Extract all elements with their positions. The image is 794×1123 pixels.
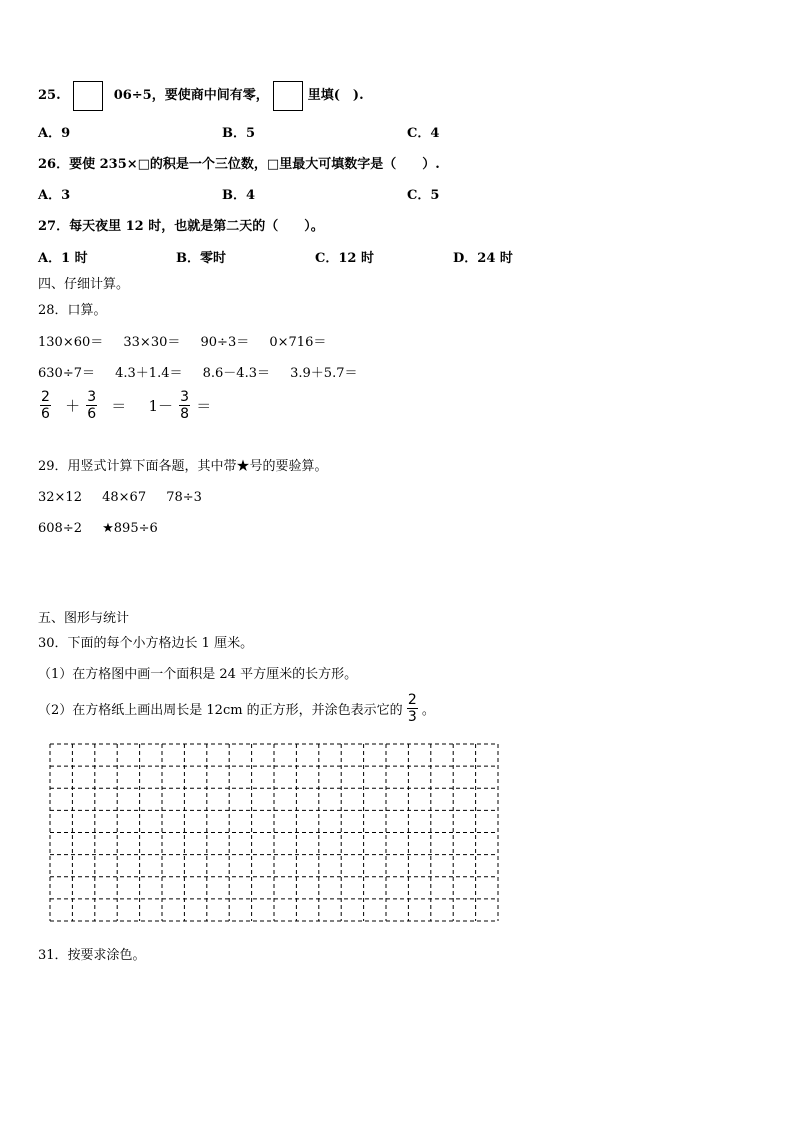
question-text-end: 里填( ). bbox=[307, 88, 364, 103]
calc-row bbox=[38, 521, 174, 537]
option-a[interactable]: A．1 时 bbox=[38, 251, 88, 266]
answer-box[interactable] bbox=[273, 81, 303, 111]
calc-row bbox=[38, 490, 218, 506]
calc-item: 130×60＝ bbox=[38, 335, 104, 350]
question-text: 06÷5，要使商中间有零， bbox=[113, 88, 269, 103]
question-31: 31．按要求涂色。 bbox=[38, 948, 146, 963]
option-a[interactable]: A．9 bbox=[38, 126, 71, 141]
question-30: 30．下面的每个小方格边长 1 厘米。 bbox=[38, 636, 254, 651]
question-30-part-2 bbox=[38, 692, 435, 725]
question-number: 25. bbox=[38, 88, 61, 103]
question-25 bbox=[38, 80, 364, 112]
fraction: $\frac{3}{8}$ bbox=[180, 389, 190, 422]
question-28: 28．口算。 bbox=[38, 303, 107, 318]
option-c[interactable]: C．4 bbox=[407, 126, 440, 141]
calc-item: 4.3＋1.4＝ bbox=[115, 366, 183, 381]
answer-box[interactable] bbox=[73, 81, 103, 111]
calc-item: 630÷7＝ bbox=[38, 366, 95, 381]
calc-item: 78÷3 bbox=[166, 490, 202, 505]
option-c[interactable]: C．12 时 bbox=[315, 251, 374, 266]
option-b[interactable]: B．零时 bbox=[176, 251, 226, 266]
part-2-end: 。 bbox=[421, 703, 435, 718]
calc-item: 33×30＝ bbox=[123, 335, 181, 350]
calc-item: 608÷2 bbox=[38, 521, 82, 536]
calc-item: 48×67 bbox=[102, 490, 147, 505]
part-2-text: （2）在方格纸上画出周长是 12cm 的正方形，并涂色表示它的 bbox=[38, 703, 403, 718]
calc-item: 0×716＝ bbox=[269, 335, 327, 350]
option-c[interactable]: C．5 bbox=[407, 188, 440, 203]
option-a[interactable]: A．3 bbox=[38, 188, 71, 203]
option-b[interactable]: B．5 bbox=[222, 126, 256, 141]
equals-sign: ＝ bbox=[111, 397, 127, 415]
one-minus: 1－ bbox=[148, 397, 173, 415]
equals-sign: ＝ bbox=[196, 397, 212, 415]
question-29: 29．用竖式计算下面各题，其中带★号的要验算。 bbox=[38, 459, 328, 474]
fraction: $\frac{2}{3}$ bbox=[407, 692, 417, 725]
fraction: $\frac{2}{6}$ bbox=[41, 389, 50, 422]
calc-item: 90÷3＝ bbox=[200, 335, 250, 350]
fraction: $\frac{3}{6}$ bbox=[87, 389, 97, 422]
calc-row bbox=[38, 335, 342, 351]
fraction-calc-row bbox=[40, 389, 217, 422]
section-heading: 五、图形与统计 bbox=[38, 611, 130, 626]
question-26: 26．要使 235×□的积是一个三位数，□里最大可填数字是（ ）. bbox=[38, 157, 440, 172]
square-grid[interactable] bbox=[49, 743, 499, 922]
calc-row bbox=[38, 366, 373, 382]
calc-item: 32×12 bbox=[38, 490, 82, 505]
section-heading: 四、仔细计算。 bbox=[38, 277, 130, 292]
calc-item: ★895÷6 bbox=[102, 521, 158, 536]
question-30-part-1: （1）在方格图中画一个面积是 24 平方厘米的长方形。 bbox=[38, 667, 358, 682]
calc-item: 3.9＋5.7＝ bbox=[290, 366, 358, 381]
plus-sign: ＋ bbox=[65, 397, 81, 415]
option-b[interactable]: B．4 bbox=[222, 188, 256, 203]
question-27: 27．每天夜里 12 时，也就是第二天的（ ）。 bbox=[38, 219, 324, 234]
calc-item: 8.6－4.3＝ bbox=[202, 366, 270, 381]
option-d[interactable]: D．24 时 bbox=[453, 251, 513, 266]
